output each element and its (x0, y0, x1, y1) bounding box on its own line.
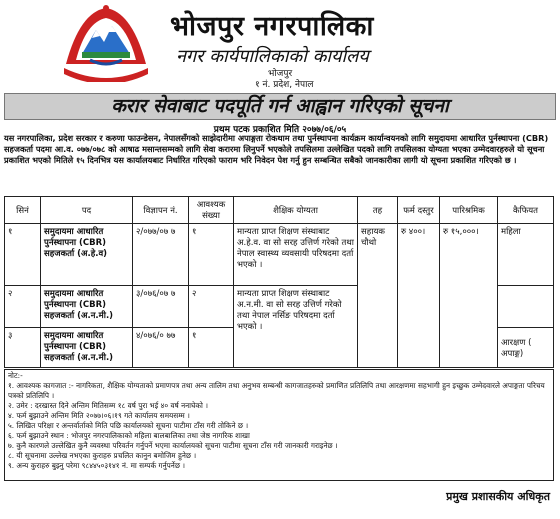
row-post: समुदायमा आधारित पुर्नस्थापना (CBR) सहजकर्ता (अ.न.मी.) (41, 286, 133, 328)
municipality-title: भोजपुर नगरपालिका (170, 11, 374, 42)
government-emblem-icon (60, 2, 152, 82)
row-qualification: मान्यता प्राप्त शिक्षण संस्थाबाट अ.हे.व. वा सो सरह उत्तिर्ण गरेको तथा नेपाल स्वास्थ्य व्यवसायी परिषदमा दर्ता भएको । (234, 224, 358, 286)
column-header: सिनं (5, 197, 41, 224)
row-post: समुदायमा आधारित पुर्नस्थापना (CBR) सहजकर्ता (अ.न.मी.) (41, 328, 133, 368)
column-header: विज्ञापन नं. (133, 197, 189, 224)
row-count: १ (189, 224, 234, 286)
row-serial: ३ (5, 328, 41, 368)
row-serial: २ (5, 286, 41, 328)
note-item: ५. लिखित परिक्षा र अन्तर्वार्ताको मिति पछि कार्यालयको सूचना पाटीमा टाँस गरी तोकिने छ । (8, 421, 249, 430)
notes-box (4, 369, 554, 481)
office-subtitle: नगर कार्यपालिकाको कार्यालय (176, 46, 369, 67)
note-item: ९. अन्य कुराहरु बुझ्नु परेमा ९८४४५०३१४१ नं. मा सम्पर्क गर्नुपर्नेछ । (8, 461, 186, 470)
intro-paragraph: यस नगरपालिका, प्रदेश सरकार र करुणा फाउन्डेसन, नेपालसँगको साझेदारीमा अपाङ्गता रोकथाम तथा पुर्नस्थापना कार्यक्रम कार्यान्वयनको लागि समुदायमा आधारित पुर्नस्थापना (CBR) सहजकर्ता पदमा आ.व. ०७७/०७८ को आषाढ मसान्तसम्मको लागि सेवा करारमा लिनुपर्ने भएकोले तपसिलमा उल्लेखित पदको लागि तपसिलका योग्यता भएका उम्मेदवारहरुले यो सूचना प्रकाशित भएको मितिले १५ दिनभित्र यस कार्यालयबाट निर्धारित गरिएको फाराम भरि निवेदन पेश गर्नु हुन सम्बन्धित सबैको जानकारीका लागी यो सूचना प्रकाशित गरिएको छ । (4, 133, 549, 165)
publish-date: प्रथम पटक प्रकाशित मिति २०७७/०६/०५ (213, 125, 347, 135)
row-fee: रु ४००। (398, 224, 440, 368)
row-ad-number: २/०७७/०७ ७ (133, 224, 189, 286)
row-ad-number: ३/०७६/०७ ७ (133, 286, 189, 328)
column-header: कैफियत (498, 197, 554, 224)
column-header: आवश्यक संख्या (189, 197, 234, 224)
row-level: सहायक चौथो (358, 224, 398, 368)
table-row (5, 224, 554, 286)
column-header: फर्म दस्तुर (398, 197, 440, 224)
note-item: ८. यी सूचनामा उल्लेख नभएका कुराहरु प्रचलित कानुन बमोजिम हुनेछ । (8, 451, 197, 460)
row-post: समुदायमा आधारित पुर्नस्थापना (CBR) सहजकर्ता (अ.हे.व) (41, 224, 133, 286)
column-header: तह (358, 197, 398, 224)
note-item: ६. फर्म बुझाउने स्थान : भोजपुर नगरपालिकाको महिला बालबालिका तथा जेष्ठ नागरिक शाखा (8, 431, 250, 440)
note-item: १. आवश्यक कागजात :- नागरिकता, शैक्षिक योग्यताको प्रमाणपत्र तथा अन्य तालिम तथा अनुभव सम्बन्धी कागजातहरुको प्रमाणित प्रतिलिपि तथा आरक्षणमा सहभागी हुन इच्छुक उम्मेदवारले अपाङ्गता परिचय पत्रको प्रतिलिपि । (8, 381, 545, 400)
row-remark: आरक्षण ( अपाङ्ग) (498, 328, 554, 368)
row-ad-number: ४/०७६/० ७७ (133, 328, 189, 368)
row-serial: १ (5, 224, 41, 286)
notice-banner: करार सेवाबाट पदपूर्ति गर्न आह्वान गरिएको सूचना (4, 93, 556, 120)
row-salary: रु १५,०००। (440, 224, 498, 368)
note-item: ४. फर्म बुझाउने अन्तिम मिति २०७७।०६।१९ गते कार्यालय समयसम्म । (8, 411, 190, 420)
signatory-title: प्रमुख प्रशासकीय अधिकृत (446, 490, 550, 503)
row-count: १ (189, 328, 234, 368)
column-header: पारिश्रमिक (440, 197, 498, 224)
table-header-row (5, 197, 554, 224)
row-remark: महिला (498, 224, 554, 286)
column-header: पद (41, 197, 133, 224)
province-name: १ नं. प्रदेश, नेपाल (255, 80, 314, 90)
row-remark (498, 286, 554, 328)
city-name: भोजपुर (268, 69, 293, 79)
row-count: २ (189, 286, 234, 328)
note-item: ७. कुनै कारणले उल्लेखित कुनै व्यवस्था परिवर्तन गर्नुपर्ने भएमा कार्यालयको सूचना पाटीमा सूचना टाँस गरी जानकारी गराइनेछ । (8, 441, 338, 450)
notes-label: नोट:- (8, 371, 23, 380)
note-item: २. उमेर : दरखास्त दिने अन्तिम मितिसम्म १८ वर्ष पुरा भई ४० वर्ष ननाघेको । (8, 401, 208, 410)
column-header: शैक्षिक योग्यता (234, 197, 358, 224)
vacancy-table (4, 196, 554, 368)
letterhead (0, 0, 560, 88)
row-qualification: मान्यता प्राप्त शिक्षण संस्थाबाट अ.न.मी. वा सो सरह उत्तिर्ण गरेको तथा नेपाल नर्सिङ परिषदमा दर्ता भएको । (234, 286, 358, 368)
